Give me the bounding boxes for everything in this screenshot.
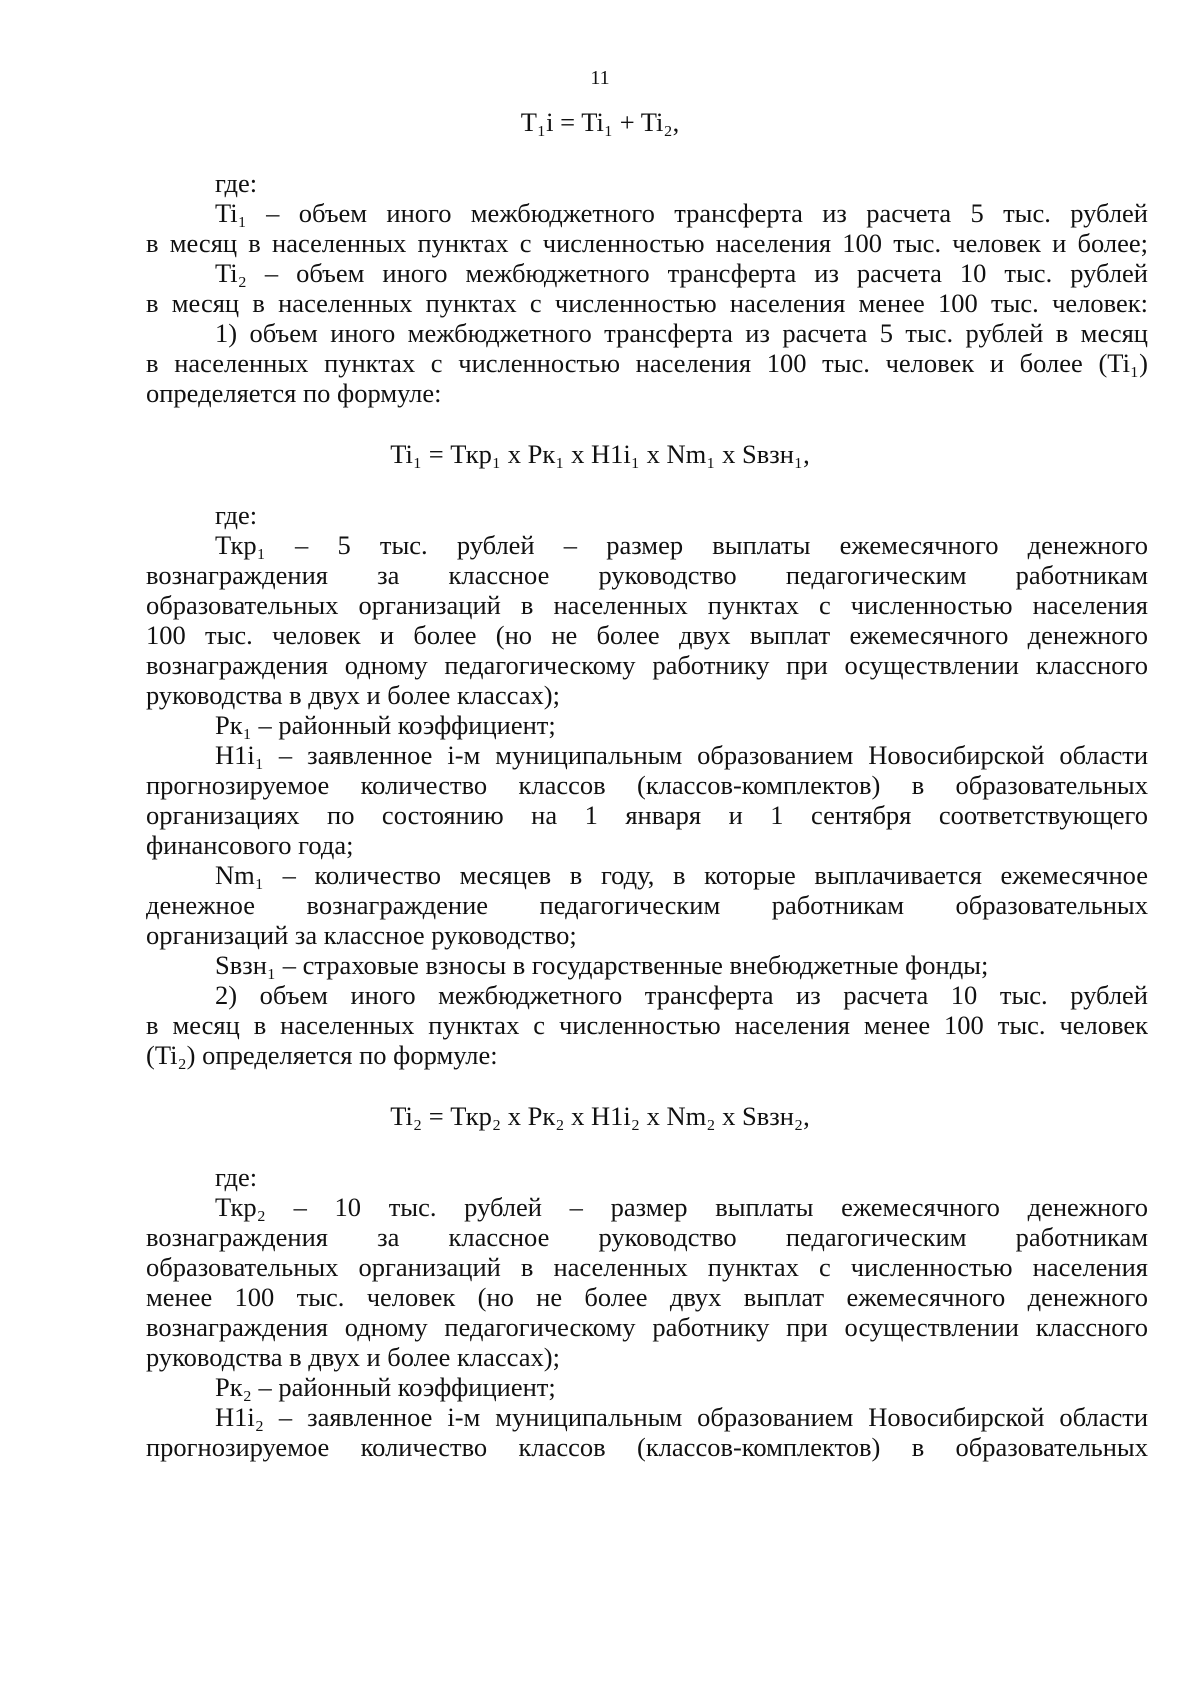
h1i2-definition-line: прогнозируемое количество классов (классов-комплектов) в образовательных	[146, 1432, 1148, 1462]
rk2-definition: Рк₂ – районный коэффициент;	[215, 1372, 556, 1402]
paragraph-1-line: определяется по формуле:	[146, 378, 442, 408]
formula-ti1: Ti₁ = Ткр₁ х Рк₁ х Н1i₁ х Nm₁ х Sвзн₁,	[390, 439, 810, 469]
rk1-definition: Рк₁ – районный коэффициент;	[215, 710, 556, 740]
tkr1-definition-line: Ткр₁ – 5 тыс. рублей – размер выплаты ежемесячного денежного	[215, 530, 1148, 560]
formula-main: T₁i = Ti₁ + Ti₂,	[520, 107, 680, 137]
ti1-definition-line: Ti₁ – объем иного межбюджетного трансферта из расчета 5 тыс. рублей	[215, 198, 1148, 228]
paragraph-2-line: 2) объем иного межбюджетного трансферта из расчета 10 тыс. рублей	[215, 980, 1148, 1010]
tkr1-definition-line: вознаграждения одному педагогическому работнику при осуществлении классного	[146, 650, 1148, 680]
tkr2-definition-line: руководства в двух и более классах);	[146, 1342, 560, 1372]
nm1-definition-line: организаций за классное руководство;	[146, 920, 577, 950]
nm1-definition-line: денежное вознаграждение педагогическим работникам образовательных	[146, 890, 1148, 920]
h1i1-definition-line: прогнозируемое количество классов (классов-комплектов) в образовательных	[146, 770, 1148, 800]
tkr1-definition-line: 100 тыс. человек и более (но не более двух выплат ежемесячного денежного	[146, 620, 1148, 650]
h1i1-definition-line: Н1i₁ – заявленное i-м муниципальным образованием Новосибирской области	[215, 740, 1148, 770]
formula-ti2: Ti₂ = Ткр₂ х Рк₂ х Н1i₂ х Nm₂ х Sвзн₂,	[390, 1101, 810, 1131]
paragraph-2-line: в месяц в населенных пунктах с численностью населения менее 100 тыс. человек	[146, 1010, 1148, 1040]
where-label: где:	[215, 168, 258, 198]
ti1-definition-line: в месяц в населенных пунктах с численностью населения 100 тыс. человек и более;	[146, 228, 1148, 258]
nm1-definition-line: Nm₁ – количество месяцев в году, в которые выплачивается ежемесячное	[215, 860, 1148, 890]
paragraph-1-line: 1) объем иного межбюджетного трансферта из расчета 5 тыс. рублей в месяц	[215, 318, 1148, 348]
tkr2-definition-line: образовательных организаций в населенных пунктах с численностью населения	[146, 1252, 1148, 1282]
tkr2-definition-line: вознаграждения одному педагогическому работнику при осуществлении классного	[146, 1312, 1148, 1342]
where-label: где:	[215, 500, 258, 530]
tkr2-definition-line: Ткр₂ – 10 тыс. рублей – размер выплаты ежемесячного денежного	[215, 1192, 1148, 1222]
h1i1-definition-line: организациях по состоянию на 1 января и 1 сентября соответствующего	[146, 800, 1148, 830]
ti2-definition-line: в месяц в населенных пунктах с численностью населения менее 100 тыс. человек:	[146, 288, 1148, 318]
tkr1-definition-line: вознаграждения за классное руководство педагогическим работникам	[146, 560, 1148, 590]
tkr2-definition-line: менее 100 тыс. человек (но не более двух выплат ежемесячного денежного	[146, 1282, 1148, 1312]
page-number: 11	[590, 67, 610, 89]
paragraph-1-line: в населенных пунктах с численностью населения 100 тыс. человек и более (Ti₁)	[146, 348, 1148, 378]
tkr1-definition-line: образовательных организаций в населенных пунктах с численностью населения	[146, 590, 1148, 620]
where-label: где:	[215, 1162, 258, 1192]
ti2-definition-line: Ti₂ – объем иного межбюджетного трансферта из расчета 10 тыс. рублей	[215, 258, 1148, 288]
tkr1-definition-line: руководства в двух и более классах);	[146, 680, 560, 710]
svzn1-definition: Sвзн₁ – страховые взносы в государственные внебюджетные фонды;	[215, 950, 989, 980]
paragraph-2-line: (Ti₂) определяется по формуле:	[146, 1040, 498, 1070]
h1i1-definition-line: финансового года;	[146, 830, 354, 860]
tkr2-definition-line: вознаграждения за классное руководство педагогическим работникам	[146, 1222, 1148, 1252]
h1i2-definition-line: Н1i₂ – заявленное i-м муниципальным образованием Новосибирской области	[215, 1402, 1148, 1432]
